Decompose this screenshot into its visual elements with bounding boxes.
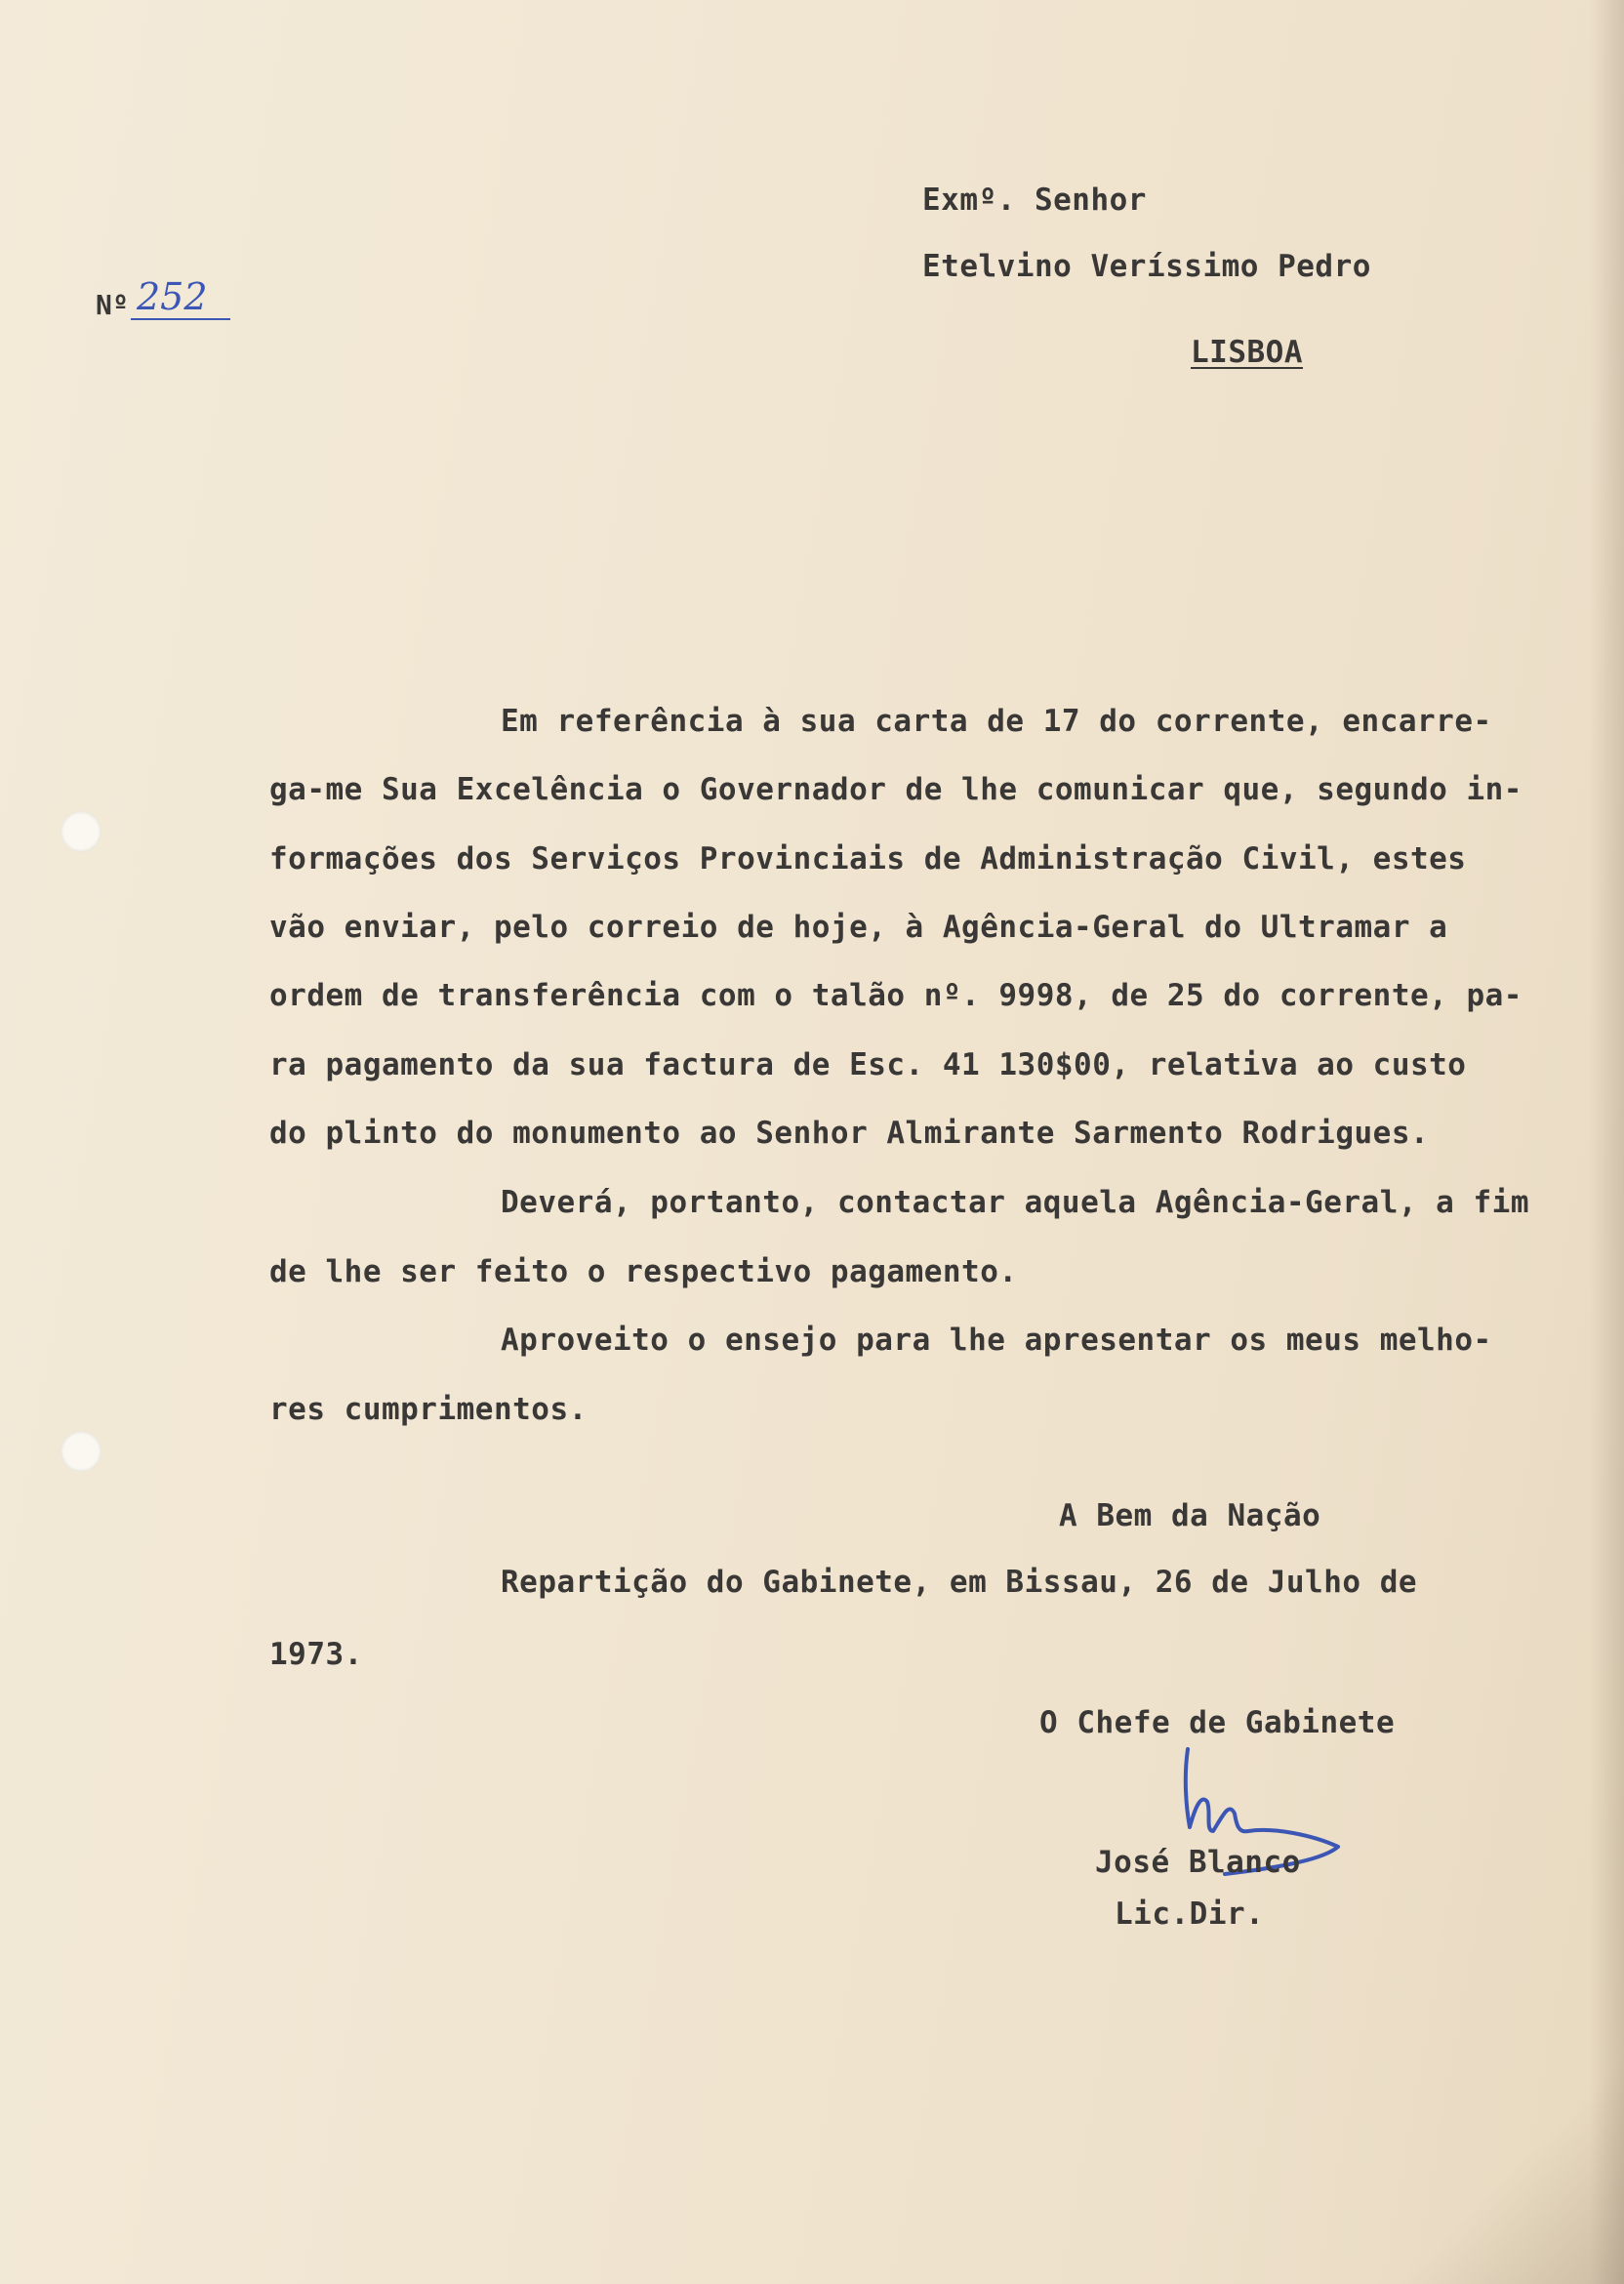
reference-number-handwritten: 252 [137, 275, 208, 318]
reference-number-label: Nº [96, 289, 129, 321]
body-line: Em referência à sua carta de 17 do corrente, encarre- [501, 704, 1492, 739]
signatory-title: O Chefe de Gabinete [1039, 1705, 1396, 1740]
page-edge-shadow [1589, 0, 1624, 2284]
punch-hole-top [61, 811, 102, 852]
recipient-salutation: Exmº. Senhor [922, 183, 1147, 218]
date-year: 1973. [269, 1637, 363, 1672]
punch-hole-bottom [61, 1431, 102, 1472]
body-line: vão enviar, pelo correio de hoje, à Agência-Geral do Ultramar a [269, 910, 1448, 945]
body-line: ordem de transferência com o talão nº. 9998, de 25 do corrente, pa- [269, 978, 1522, 1013]
closing-phrase: A Bem da Nação [1059, 1498, 1321, 1533]
body-line: ga-me Sua Excelência o Governador de lhe comunicar que, segundo in- [269, 772, 1522, 807]
body-line: res cumprimentos. [269, 1392, 588, 1427]
reference-number-underline [131, 318, 230, 320]
body-line: Deverá, portanto, contactar aquela Agência-Geral, a fim [501, 1185, 1529, 1220]
signatory-degree: Lic.Dir. [1115, 1897, 1265, 1932]
recipient-city: LISBOA [1191, 335, 1303, 370]
body-line: formações dos Serviços Provinciais de Administração Civil, estes [269, 841, 1467, 877]
body-line: ra pagamento da sua factura de Esc. 41 130$00, relativa ao custo [269, 1047, 1467, 1082]
place-date-line: Repartição do Gabinete, em Bissau, 26 de Julho de [501, 1565, 1418, 1600]
signatory-name: José Blanco [1095, 1845, 1301, 1880]
body-line: de lhe ser feito o respectivo pagamento. [269, 1254, 1018, 1289]
recipient-name: Etelvino Veríssimo Pedro [922, 249, 1371, 284]
body-line: do plinto do monumento ao Senhor Almirante Sarmento Rodrigues. [269, 1116, 1430, 1151]
body-line: Aproveito o ensejo para lhe apresentar os meus melho- [501, 1323, 1492, 1358]
